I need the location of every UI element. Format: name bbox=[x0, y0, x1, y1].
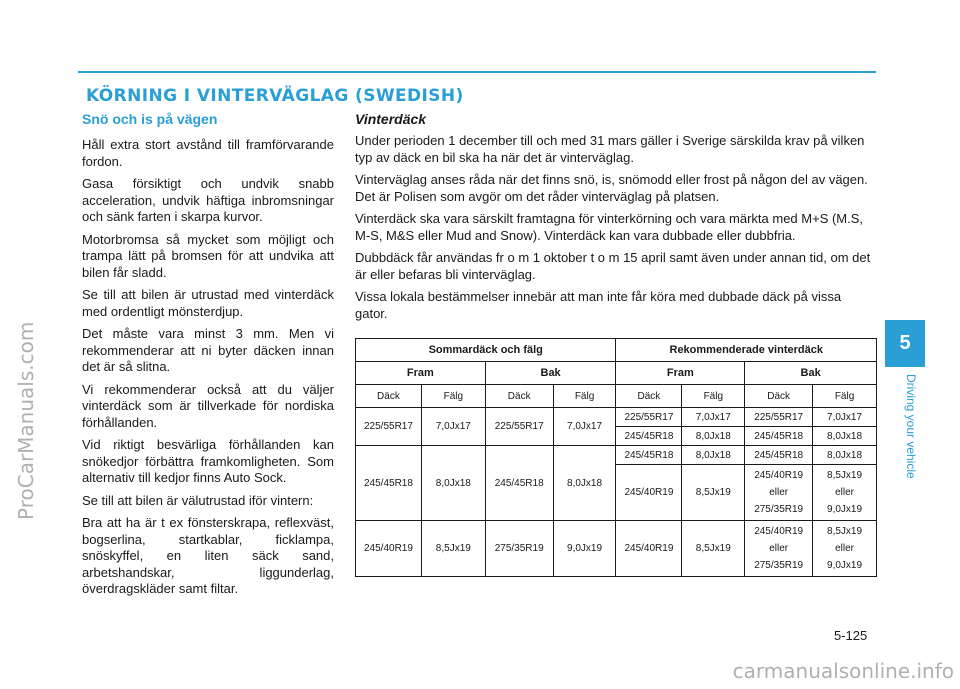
table-cell: 8,5Jx19 bbox=[682, 465, 745, 521]
table-cell: 245/40R19 bbox=[356, 521, 422, 577]
table-cell: 8,5Jx19 bbox=[682, 521, 745, 577]
tire-table bbox=[355, 338, 877, 577]
paragraph: Se till att bilen är utrustad med vinterdäck med ordentligt mönsterdjup. bbox=[82, 287, 334, 319]
table-cell: 9,0Jx19 bbox=[553, 521, 616, 577]
table-cell: 245/40R19 bbox=[616, 465, 682, 521]
table-cell: 7,0Jx17 bbox=[553, 408, 616, 446]
paragraph: Se till att bilen är välutrustad iför vintern: bbox=[82, 492, 314, 508]
paragraph: Vinterväglag anses råda när det finns snö, is, snömodd eller frost på någon del av vägen. Det är Polisen som avgör om det råder vinterväglag på platsen. bbox=[355, 172, 868, 204]
axle-header: Fram bbox=[616, 362, 745, 385]
axle-header: Bak bbox=[485, 362, 616, 385]
stack-line: eller bbox=[835, 543, 854, 554]
sub-header: Däck bbox=[616, 385, 682, 408]
table-cell: 8,0Jx18 bbox=[682, 446, 745, 465]
table-cell: 225/55R17 bbox=[616, 408, 682, 427]
watermark-bottom: carmanualsonline.info bbox=[732, 659, 954, 683]
table-cell-stack bbox=[745, 465, 813, 521]
stack-line: 9,0Jx19 bbox=[827, 560, 863, 571]
stack-line: 9,0Jx19 bbox=[827, 504, 863, 515]
stack-line: 245/40R19 bbox=[754, 470, 804, 481]
stack-line: 8,5Jx19 bbox=[827, 526, 863, 537]
table-cell: 275/35R19 bbox=[485, 521, 553, 577]
paragraph: Det måste vara minst 3 mm. Men vi rekommenderar att ni byter däcken innan det är så slitna. bbox=[82, 326, 334, 374]
chapter-label: Driving your vehicle bbox=[904, 374, 918, 479]
sub-header: Däck bbox=[356, 385, 422, 408]
watermark-left: ProCarManuals.com bbox=[14, 321, 38, 520]
chapter-tab: 5 bbox=[885, 320, 925, 367]
table-cell: 8,0Jx18 bbox=[813, 427, 877, 446]
stack-line: 8,5Jx19 bbox=[827, 470, 863, 481]
sub-header: Fälg bbox=[682, 385, 745, 408]
paragraph: Under perioden 1 december till och med 31 mars gäller i Sverige särskilda krav på vilken typ av däck en bil ska ha när det är vinterväglag. bbox=[355, 133, 865, 165]
section-heading-snow: Snö och is på vägen bbox=[82, 111, 218, 127]
table-cell: 245/45R18 bbox=[356, 446, 422, 521]
paragraph: Gasa försiktigt och undvik snabb acceleration, undvik häftiga inbromsningar och sänk farten i skarpa kurvor. bbox=[82, 176, 334, 224]
table-cell: 245/45R18 bbox=[616, 446, 682, 465]
table-cell: 225/55R17 bbox=[745, 408, 813, 427]
paragraph: Vi rekommenderar också att du väljer vinterdäck som är tillverkade för nordiska förhållanden. bbox=[82, 381, 334, 430]
sub-header: Fälg bbox=[421, 385, 485, 408]
group-header-winter: Rekommenderade vinterdäck bbox=[616, 339, 877, 362]
paragraph: Vinterdäck ska vara särskilt framtagna för vinterkörning och vara märkta med M+S (M.S, M-S, M&S eller Mud and Snow). Vinterdäck kan vara dubbade eller dubbfria. bbox=[355, 211, 864, 243]
page-title: KÖRNING I VINTERVÄGLAG (SWEDISH) bbox=[86, 86, 464, 106]
group-header-summer: Sommardäck och fälg bbox=[356, 339, 616, 362]
table-cell: 8,5Jx19 bbox=[421, 521, 485, 577]
table-cell: 8,0Jx18 bbox=[682, 427, 745, 446]
table-cell: 8,0Jx18 bbox=[421, 446, 485, 521]
left-column bbox=[82, 111, 334, 604]
section-heading-winter-tires: Vinterdäck bbox=[355, 111, 427, 127]
paragraph: Motorbromsa så mycket som möjligt och trampa lätt på bromsen för att undvika att bilen får sladd. bbox=[82, 231, 334, 280]
right-column bbox=[355, 111, 877, 328]
stack-line: 245/40R19 bbox=[754, 526, 804, 537]
table-cell: 7,0Jx17 bbox=[682, 408, 745, 427]
table-cell: 245/45R18 bbox=[485, 446, 553, 521]
sub-header: Däck bbox=[745, 385, 813, 408]
paragraph: Dubbdäck får användas fr o m 1 oktober t o m 15 april samt även under annan tid, om det är eller befaras bli vinterväglag. bbox=[355, 250, 871, 282]
page-number: 5-125 bbox=[834, 628, 868, 643]
paragraph: Vid riktigt besvärliga förhållanden kan snökedjor förbättra framkomligheten. Som alternativ till kedjor finns Auto Sock. bbox=[82, 437, 334, 485]
table-cell: 245/45R18 bbox=[745, 446, 813, 465]
axle-header: Fram bbox=[356, 362, 486, 385]
stack-line: 275/35R19 bbox=[754, 504, 804, 515]
stack-line: eller bbox=[835, 487, 854, 498]
table-cell: 8,0Jx18 bbox=[553, 446, 616, 521]
paragraph: Bra att ha är t ex fönsterskrapa, reflexväst, bogserlina, startkablar, ficklampa, snöskyffel, en liten säck sand, arbetshandskar, liggunderlag, överdragskläder samt filtar. bbox=[82, 515, 334, 596]
stack-line: eller bbox=[769, 487, 789, 498]
axle-header: Bak bbox=[745, 362, 877, 385]
table-cell: 225/55R17 bbox=[356, 408, 422, 446]
table-cell: 8,0Jx18 bbox=[813, 446, 877, 465]
table-cell-stack bbox=[813, 465, 877, 521]
table-cell: 245/45R18 bbox=[616, 427, 682, 446]
paragraph: Vissa lokala bestämmelser innebär att man inte får köra med dubbade däck på vissa gator. bbox=[355, 289, 842, 321]
sub-header: Fälg bbox=[813, 385, 877, 408]
table-cell: 7,0Jx17 bbox=[421, 408, 485, 446]
stack-line: 275/35R19 bbox=[754, 560, 804, 571]
sub-header: Fälg bbox=[553, 385, 616, 408]
table-cell-stack bbox=[745, 521, 813, 577]
table-cell: 245/40R19 bbox=[616, 521, 682, 577]
paragraph: Håll extra stort avstånd till framförvarande fordon. bbox=[82, 137, 334, 169]
table-cell: 225/55R17 bbox=[485, 408, 553, 446]
table-cell: 245/45R18 bbox=[745, 427, 813, 446]
table-cell-stack bbox=[813, 521, 877, 577]
stack-line: eller bbox=[769, 543, 789, 554]
top-rule bbox=[78, 71, 876, 73]
table-cell: 7,0Jx17 bbox=[813, 408, 877, 427]
sub-header: Däck bbox=[485, 385, 553, 408]
